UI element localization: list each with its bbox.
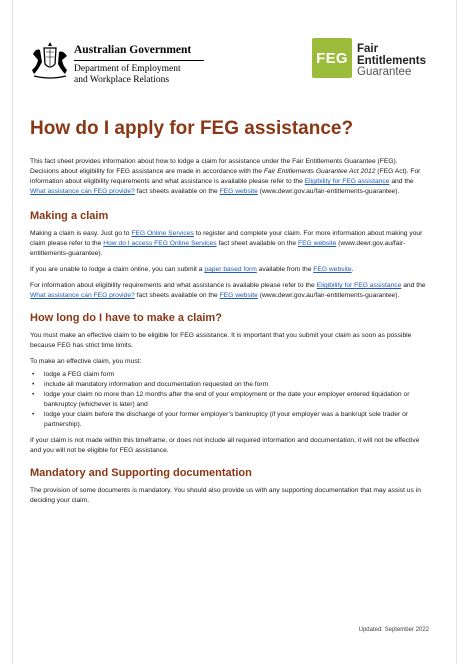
feg-logo-line1: Fair bbox=[357, 43, 379, 55]
eligibility-link[interactable]: Eligibility for FEG assistance bbox=[304, 178, 390, 185]
intro-paragraph bbox=[30, 157, 428, 197]
howlong-paragraph-3: If your claim is not made within this timeframe, or does not include all required information and documentation, it will not be effective and you will not be eligible for FEG assistance. bbox=[30, 437, 420, 454]
section-heading-making-a-claim: Making a claim bbox=[30, 210, 109, 222]
section-heading-how-long: How long do I have to make a claim? bbox=[30, 312, 222, 324]
list-item bbox=[30, 380, 428, 390]
text: and the bbox=[401, 282, 426, 289]
list-item bbox=[30, 390, 428, 410]
text: If you are unable to lodge a claim online, you can submit a bbox=[30, 266, 205, 273]
list-item-text: lodge a FEG claim form bbox=[44, 371, 115, 378]
updated-date: Updated: September 2022 bbox=[358, 627, 429, 633]
text: fact sheets available on the bbox=[134, 292, 220, 299]
assistance-link[interactable]: What assistance can FEG provide? bbox=[30, 292, 135, 299]
list-item bbox=[30, 410, 428, 430]
feg-website-link[interactable]: FEG website bbox=[219, 292, 258, 299]
page-title: How do I apply for FEG assistance? bbox=[30, 118, 354, 139]
government-name: Australian Government bbox=[74, 44, 192, 56]
how-do-i-access-link[interactable]: How do I access FEG Online Services bbox=[103, 240, 217, 247]
bullet-icon: • bbox=[32, 411, 35, 418]
feg-website-link[interactable]: FEG website bbox=[298, 240, 337, 247]
act-name: Fair Entitlements Guarantee Act 2012 bbox=[263, 168, 376, 175]
text: Making a claim is easy. Just go to bbox=[30, 230, 132, 237]
document-body bbox=[30, 157, 428, 506]
text: For information about eligibility requirements and what assistance is available please refer to the bbox=[30, 282, 317, 289]
feg-logo-text bbox=[357, 44, 426, 79]
page-border-left bbox=[12, 0, 13, 664]
list-item-text: include all mandatory information and documentation requested on the form bbox=[44, 381, 269, 388]
mandatory-paragraph-1: The provision of some documents is mandatory. You should also provide us with any supporting documentation that may assist us in deciding your claim. bbox=[30, 487, 421, 504]
divider bbox=[74, 60, 204, 61]
text: and the bbox=[389, 178, 414, 185]
bullet-icon: • bbox=[32, 381, 35, 388]
text: (FEG Act). For information about eligibility requirements and what assistance is available please refer to the bbox=[30, 168, 421, 185]
eligibility-link[interactable]: Eligibility for FEG assistance bbox=[316, 282, 402, 289]
making-paragraph-3 bbox=[30, 281, 428, 301]
text: to register and complete your claim. For more information about making your claim please refer to the bbox=[30, 230, 423, 247]
feg-logo-line3: Guarantee bbox=[357, 66, 412, 78]
coat-of-arms-icon bbox=[30, 40, 70, 82]
assistance-link[interactable]: What assistance can FEG provide? bbox=[30, 188, 135, 195]
howlong-paragraph-1: You must make an effective claim to be eligible for FEG assistance. It is important that you submit your claim as soon as possible because FEG has strict time limits. bbox=[30, 332, 412, 349]
howlong-paragraph-2: To make an effective claim, you must: bbox=[30, 358, 142, 365]
making-paragraph-1 bbox=[30, 229, 428, 259]
list-item-text: lodge your claim no more than 12 months after the end of your employment or the date your employer entered liquidation or bankruptcy (whichever is later) and bbox=[44, 391, 410, 408]
paper-form-link[interactable]: paper based form bbox=[204, 266, 257, 273]
making-paragraph-2 bbox=[30, 265, 428, 275]
page-border-right bbox=[456, 0, 457, 664]
section-heading-mandatory: Mandatory and Supporting documentation bbox=[30, 467, 252, 479]
feg-website-link[interactable]: FEG website bbox=[313, 266, 352, 273]
text: fact sheet available on the bbox=[216, 240, 299, 247]
bullet-icon: • bbox=[32, 371, 35, 378]
department-name-line1: Department of Employment bbox=[74, 64, 181, 74]
list-item-text: lodge your claim before the discharge of your former employer’s bankruptcy (if your employer was a bankrupt sole trader or partnership). bbox=[44, 411, 409, 428]
feg-logo-badge: FEG bbox=[312, 38, 352, 78]
text: This fact sheet provides information about how to lodge a claim for assistance under the Fair Entitlements Guarantee (FEG). Decisions about eligibility for FEG assistance are made in accordance with the bbox=[30, 158, 398, 175]
feg-website-link[interactable]: FEG website bbox=[219, 188, 258, 195]
feg-logo-line2: Entitlements bbox=[357, 54, 427, 67]
text: available from the bbox=[256, 266, 314, 273]
bullet-icon: • bbox=[32, 391, 35, 398]
feg-online-services-link[interactable]: FEG Online Services bbox=[131, 230, 194, 237]
text: fact sheets available on the bbox=[134, 188, 220, 195]
text: (www.dewr.gov.au/fair-entitlements-guarantee). bbox=[30, 240, 406, 257]
text: (www.dewr.gov.au/fair-entitlements-guarantee). bbox=[257, 188, 400, 195]
requirements-list bbox=[30, 370, 428, 430]
list-item bbox=[30, 370, 428, 380]
text: . bbox=[351, 266, 354, 273]
text: (www.dewr.gov.au/fair-entitlements-guarantee). bbox=[257, 292, 400, 299]
australian-government-logo bbox=[30, 40, 230, 90]
department-name-line2: and Workplace Relations bbox=[74, 75, 170, 85]
